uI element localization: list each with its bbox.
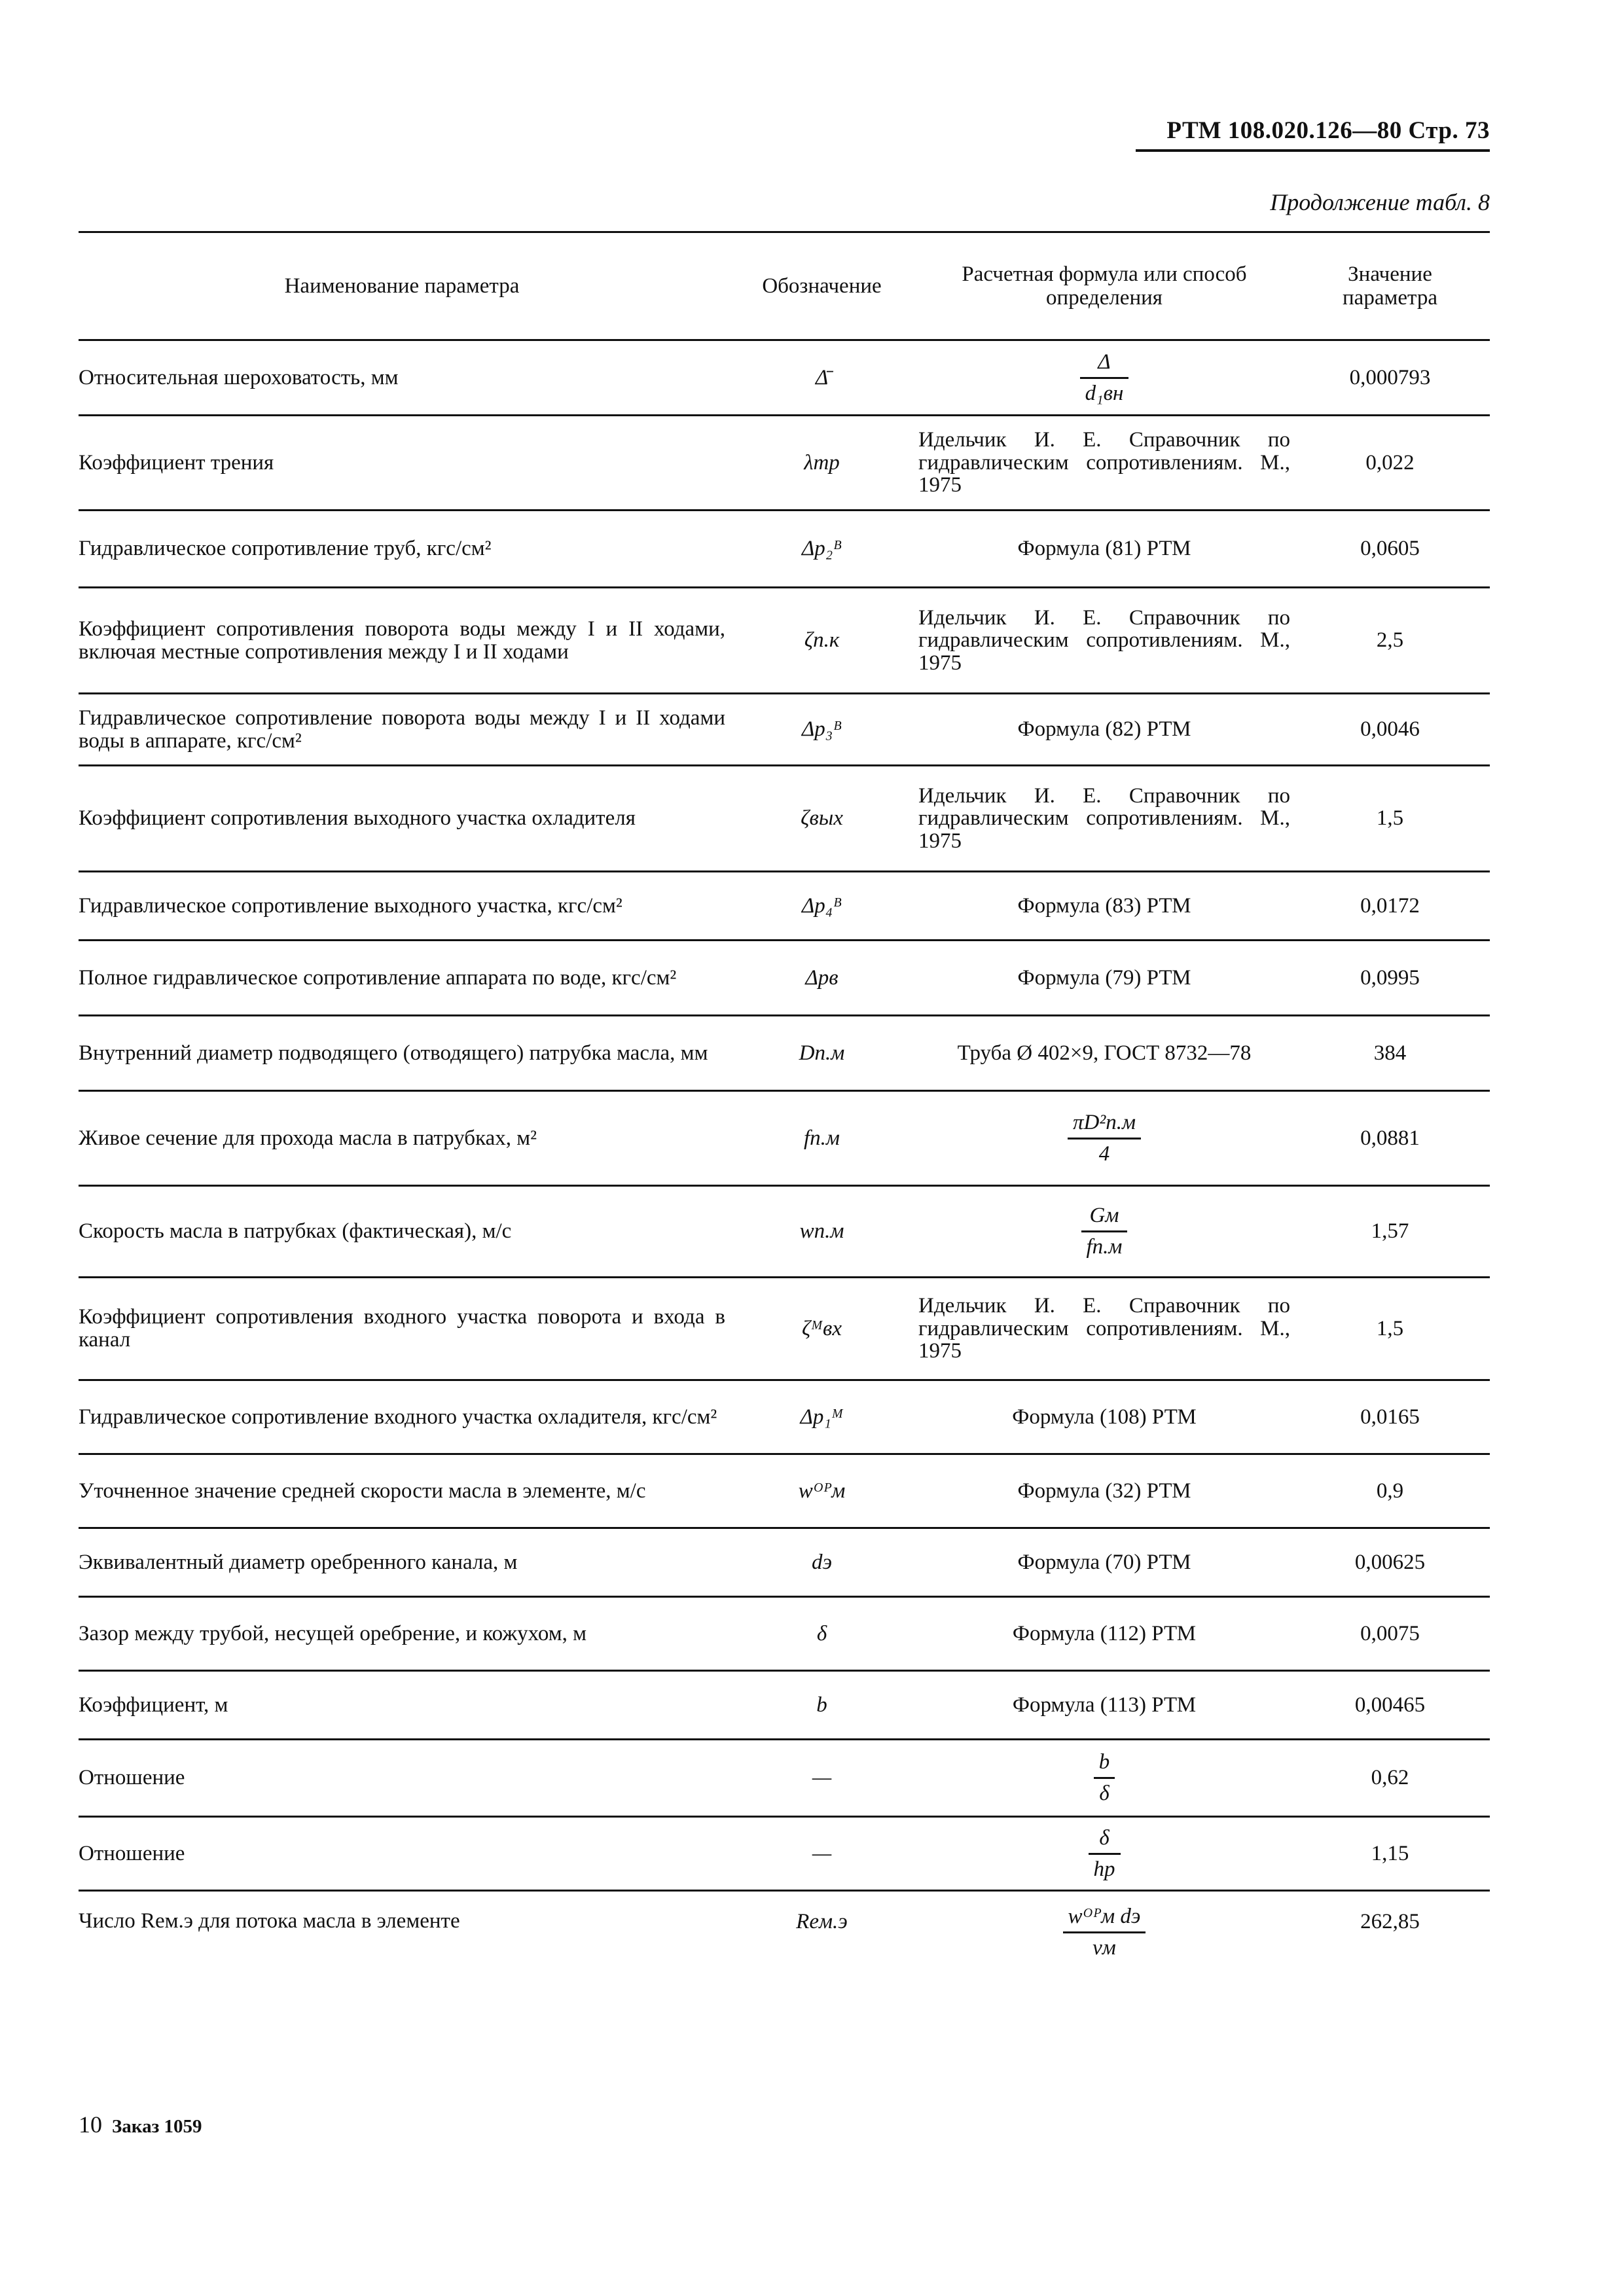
parameter-name: Скорость масла в патрубках (фактическая), м/с bbox=[79, 1186, 725, 1278]
parameter-name: Зазор между трубой, несущей оребрение, и кожухом, м bbox=[79, 1597, 725, 1671]
formula-denominator: νм bbox=[1092, 1936, 1116, 1960]
column-header-value: Значение параметра bbox=[1290, 232, 1490, 340]
table-row bbox=[79, 588, 1490, 694]
parameter-symbol: Δp₁ᴹ bbox=[725, 1380, 918, 1454]
parameter-value: 0,0881 bbox=[1290, 1091, 1490, 1186]
parameter-name: Отношение bbox=[79, 1740, 725, 1817]
parameter-name: Гидравлическое сопротивление труб, кгс/см² bbox=[79, 511, 725, 588]
parameter-symbol: λтр bbox=[725, 416, 918, 511]
formula-fraction bbox=[1080, 350, 1129, 406]
table-row bbox=[79, 340, 1490, 416]
parameter-value: 0,00625 bbox=[1290, 1528, 1490, 1597]
formula-denominator: fп.м bbox=[1086, 1235, 1123, 1259]
document-reference: РТМ 108.020.126—80 Стр. 73 bbox=[1166, 117, 1490, 144]
calculation-formula bbox=[918, 1817, 1290, 1891]
parameter-name: Гидравлическое сопротивление выходного участка, кгс/см² bbox=[79, 872, 725, 941]
parameter-symbol: dэ bbox=[725, 1528, 918, 1597]
parameter-value: 0,62 bbox=[1290, 1740, 1490, 1817]
table-row bbox=[79, 511, 1490, 588]
parameter-symbol: ζп.к bbox=[725, 588, 918, 694]
formula-numerator: Δ bbox=[1080, 350, 1129, 379]
calculation-formula: Формула (83) РТМ bbox=[918, 872, 1290, 941]
table-row bbox=[79, 1671, 1490, 1740]
parameter-name: Полное гидравлическое сопротивление аппарата по воде, кгс/см² bbox=[79, 941, 725, 1016]
table-row bbox=[79, 872, 1490, 941]
table-continuation-label: Продолжение табл. 8 bbox=[1270, 189, 1490, 215]
formula-numerator: δ bbox=[1089, 1826, 1121, 1855]
parameter-value: 1,5 bbox=[1290, 766, 1490, 872]
formula-fraction bbox=[1081, 1204, 1128, 1259]
calculation-formula: Труба Ø 402×9, ГОСТ 8732—78 bbox=[918, 1016, 1290, 1091]
parameter-name: Внутренний диаметр подводящего (отводящего) патрубка масла, мм bbox=[79, 1016, 725, 1091]
parameter-symbol: ζᴹвх bbox=[725, 1278, 918, 1380]
calculation-formula bbox=[918, 1186, 1290, 1278]
formula-numerator: wᴼᴾм dэ bbox=[1063, 1905, 1146, 1933]
calculation-formula: Идельчик И. Е. Справочник по гидравлическим сопротивлениям. М., 1975 bbox=[918, 416, 1290, 511]
parameter-symbol: Reм.э bbox=[725, 1891, 918, 2005]
formula-numerator: Gм bbox=[1081, 1204, 1128, 1232]
table-row bbox=[79, 694, 1490, 766]
column-header-formula: Расчетная формула или способ определения bbox=[918, 232, 1290, 340]
table-row bbox=[79, 1891, 1490, 2005]
parameter-value: 0,0605 bbox=[1290, 511, 1490, 588]
parameter-value: 384 bbox=[1290, 1016, 1490, 1091]
calculation-formula: Идельчик И. Е. Справочник по гидравлическим сопротивлениям. М., 1975 bbox=[918, 1278, 1290, 1380]
parameter-symbol: — bbox=[725, 1740, 918, 1817]
calculation-formula bbox=[918, 1091, 1290, 1186]
parameter-name: Коэффициент сопротивления поворота воды между I и II ходами, включая местные сопротивления между I и II ходами bbox=[79, 588, 725, 694]
table-row bbox=[79, 1597, 1490, 1671]
parameter-symbol: Δpв bbox=[725, 941, 918, 1016]
parameter-symbol: ζвых bbox=[725, 766, 918, 872]
column-header-name: Наименование параметра bbox=[79, 232, 725, 340]
parameter-symbol: Dп.м bbox=[725, 1016, 918, 1091]
formula-fraction bbox=[1063, 1905, 1146, 1960]
calculation-formula: Формула (108) РТМ bbox=[918, 1380, 1290, 1454]
parameter-value: 0,9 bbox=[1290, 1454, 1490, 1528]
table-row bbox=[79, 416, 1490, 511]
parameter-value: 2,5 bbox=[1290, 588, 1490, 694]
parameter-symbol: — bbox=[725, 1817, 918, 1891]
table-row bbox=[79, 1528, 1490, 1597]
table-row bbox=[79, 1380, 1490, 1454]
calculation-formula bbox=[918, 1891, 1290, 2005]
parameter-name: Коэффициент, м bbox=[79, 1671, 725, 1740]
calculation-formula bbox=[918, 1740, 1290, 1817]
table-row bbox=[79, 1740, 1490, 1817]
formula-denominator: 4 bbox=[1098, 1141, 1110, 1166]
parameter-symbol: Δp₂ᴮ bbox=[725, 511, 918, 588]
parameter-value: 0,000793 bbox=[1349, 365, 1431, 389]
formula-denominator: d₁вн bbox=[1085, 381, 1124, 405]
parameter-value: 0,0172 bbox=[1290, 872, 1490, 941]
formula-denominator: hр bbox=[1093, 1857, 1115, 1881]
parameter-value: 262,85 bbox=[1290, 1891, 1490, 2005]
parameter-symbol: wп.м bbox=[725, 1186, 918, 1278]
parameter-name: Уточненное значение средней скорости масла в элементе, м/с bbox=[79, 1454, 725, 1528]
parameter-name: Коэффициент сопротивления выходного участка охладителя bbox=[79, 766, 725, 872]
page-number: 10 bbox=[79, 2111, 102, 2138]
calculation-formula: Формула (112) РТМ bbox=[918, 1597, 1290, 1671]
parameter-symbol: Δp₄ᴮ bbox=[725, 872, 918, 941]
calculation-formula: Формула (70) РТМ bbox=[918, 1528, 1290, 1597]
calculation-formula bbox=[918, 340, 1290, 416]
parameter-name: Число Reм.э для потока масла в элементе bbox=[79, 1891, 725, 2005]
parameter-name: Коэффициент трения bbox=[79, 416, 725, 511]
table-row bbox=[79, 1454, 1490, 1528]
header-rule bbox=[1136, 149, 1490, 152]
table-row bbox=[79, 766, 1490, 872]
parameter-value: 1,15 bbox=[1290, 1817, 1490, 1891]
order-number: Заказ 1059 bbox=[112, 2116, 202, 2137]
page-footer bbox=[79, 2111, 202, 2138]
parameter-symbol: wᴼᴾм bbox=[725, 1454, 918, 1528]
table-row bbox=[79, 941, 1490, 1016]
parameter-name: Отношение bbox=[79, 1817, 725, 1891]
parameter-symbol: Δp₃ᴮ bbox=[725, 694, 918, 766]
formula-fraction bbox=[1094, 1750, 1115, 1806]
formula-numerator: πD²п.м bbox=[1068, 1111, 1141, 1139]
parameter-value: 1,57 bbox=[1290, 1186, 1490, 1278]
table-row bbox=[79, 1016, 1490, 1091]
parameter-value: 0,00465 bbox=[1290, 1671, 1490, 1740]
parameter-symbol: δ bbox=[725, 1597, 918, 1671]
formula-numerator: b bbox=[1094, 1750, 1115, 1779]
parameter-value: 0,0995 bbox=[1290, 941, 1490, 1016]
column-header-symbol: Обозначение bbox=[725, 232, 918, 340]
parameter-value: 0,022 bbox=[1290, 416, 1490, 511]
table-row bbox=[79, 1091, 1490, 1186]
parameter-name: Коэффициент сопротивления входного участка поворота и входа в канал bbox=[79, 1278, 725, 1380]
calculation-formula: Формула (113) РТМ bbox=[918, 1671, 1290, 1740]
formula-denominator: δ bbox=[1099, 1782, 1110, 1805]
calculation-formula: Формула (82) РТМ bbox=[918, 694, 1290, 766]
parameter-symbol: fп.м bbox=[725, 1091, 918, 1186]
parameter-name: Эквивалентный диаметр оребренного канала, м bbox=[79, 1528, 725, 1597]
parameter-value: 0,0075 bbox=[1290, 1597, 1490, 1671]
parameters-table bbox=[79, 231, 1490, 2005]
calculation-formula: Формула (79) РТМ bbox=[918, 941, 1290, 1016]
calculation-formula: Формула (81) РТМ bbox=[918, 511, 1290, 588]
table-row bbox=[79, 1278, 1490, 1380]
parameter-name: Гидравлическое сопротивление поворота воды между I и II ходами воды в аппарате, кгс/см² bbox=[79, 694, 725, 766]
parameter-name: Гидравлическое сопротивление входного участка охладителя, кгс/см² bbox=[79, 1380, 725, 1454]
parameter-name: Относительная шероховатость, мм bbox=[79, 365, 399, 389]
parameter-name: Живое сечение для прохода масла в патрубках, м² bbox=[79, 1091, 725, 1186]
calculation-formula: Идельчик И. Е. Справочник по гидравлическим сопротивлениям. М., 1975 bbox=[918, 766, 1290, 872]
table-body bbox=[79, 340, 1490, 2005]
table-row bbox=[79, 1186, 1490, 1278]
formula-fraction bbox=[1089, 1826, 1121, 1882]
parameter-symbol: Δ̄ bbox=[815, 365, 829, 389]
calculation-formula: Идельчик И. Е. Справочник по гидравлическим сопротивлениям. М., 1975 bbox=[918, 588, 1290, 694]
parameter-value: 0,0165 bbox=[1290, 1380, 1490, 1454]
parameter-value: 0,0046 bbox=[1290, 694, 1490, 766]
parameter-symbol: b bbox=[725, 1671, 918, 1740]
parameter-value: 1,5 bbox=[1290, 1278, 1490, 1380]
formula-fraction bbox=[1068, 1111, 1141, 1166]
calculation-formula: Формула (32) РТМ bbox=[918, 1454, 1290, 1528]
table-row bbox=[79, 1817, 1490, 1891]
